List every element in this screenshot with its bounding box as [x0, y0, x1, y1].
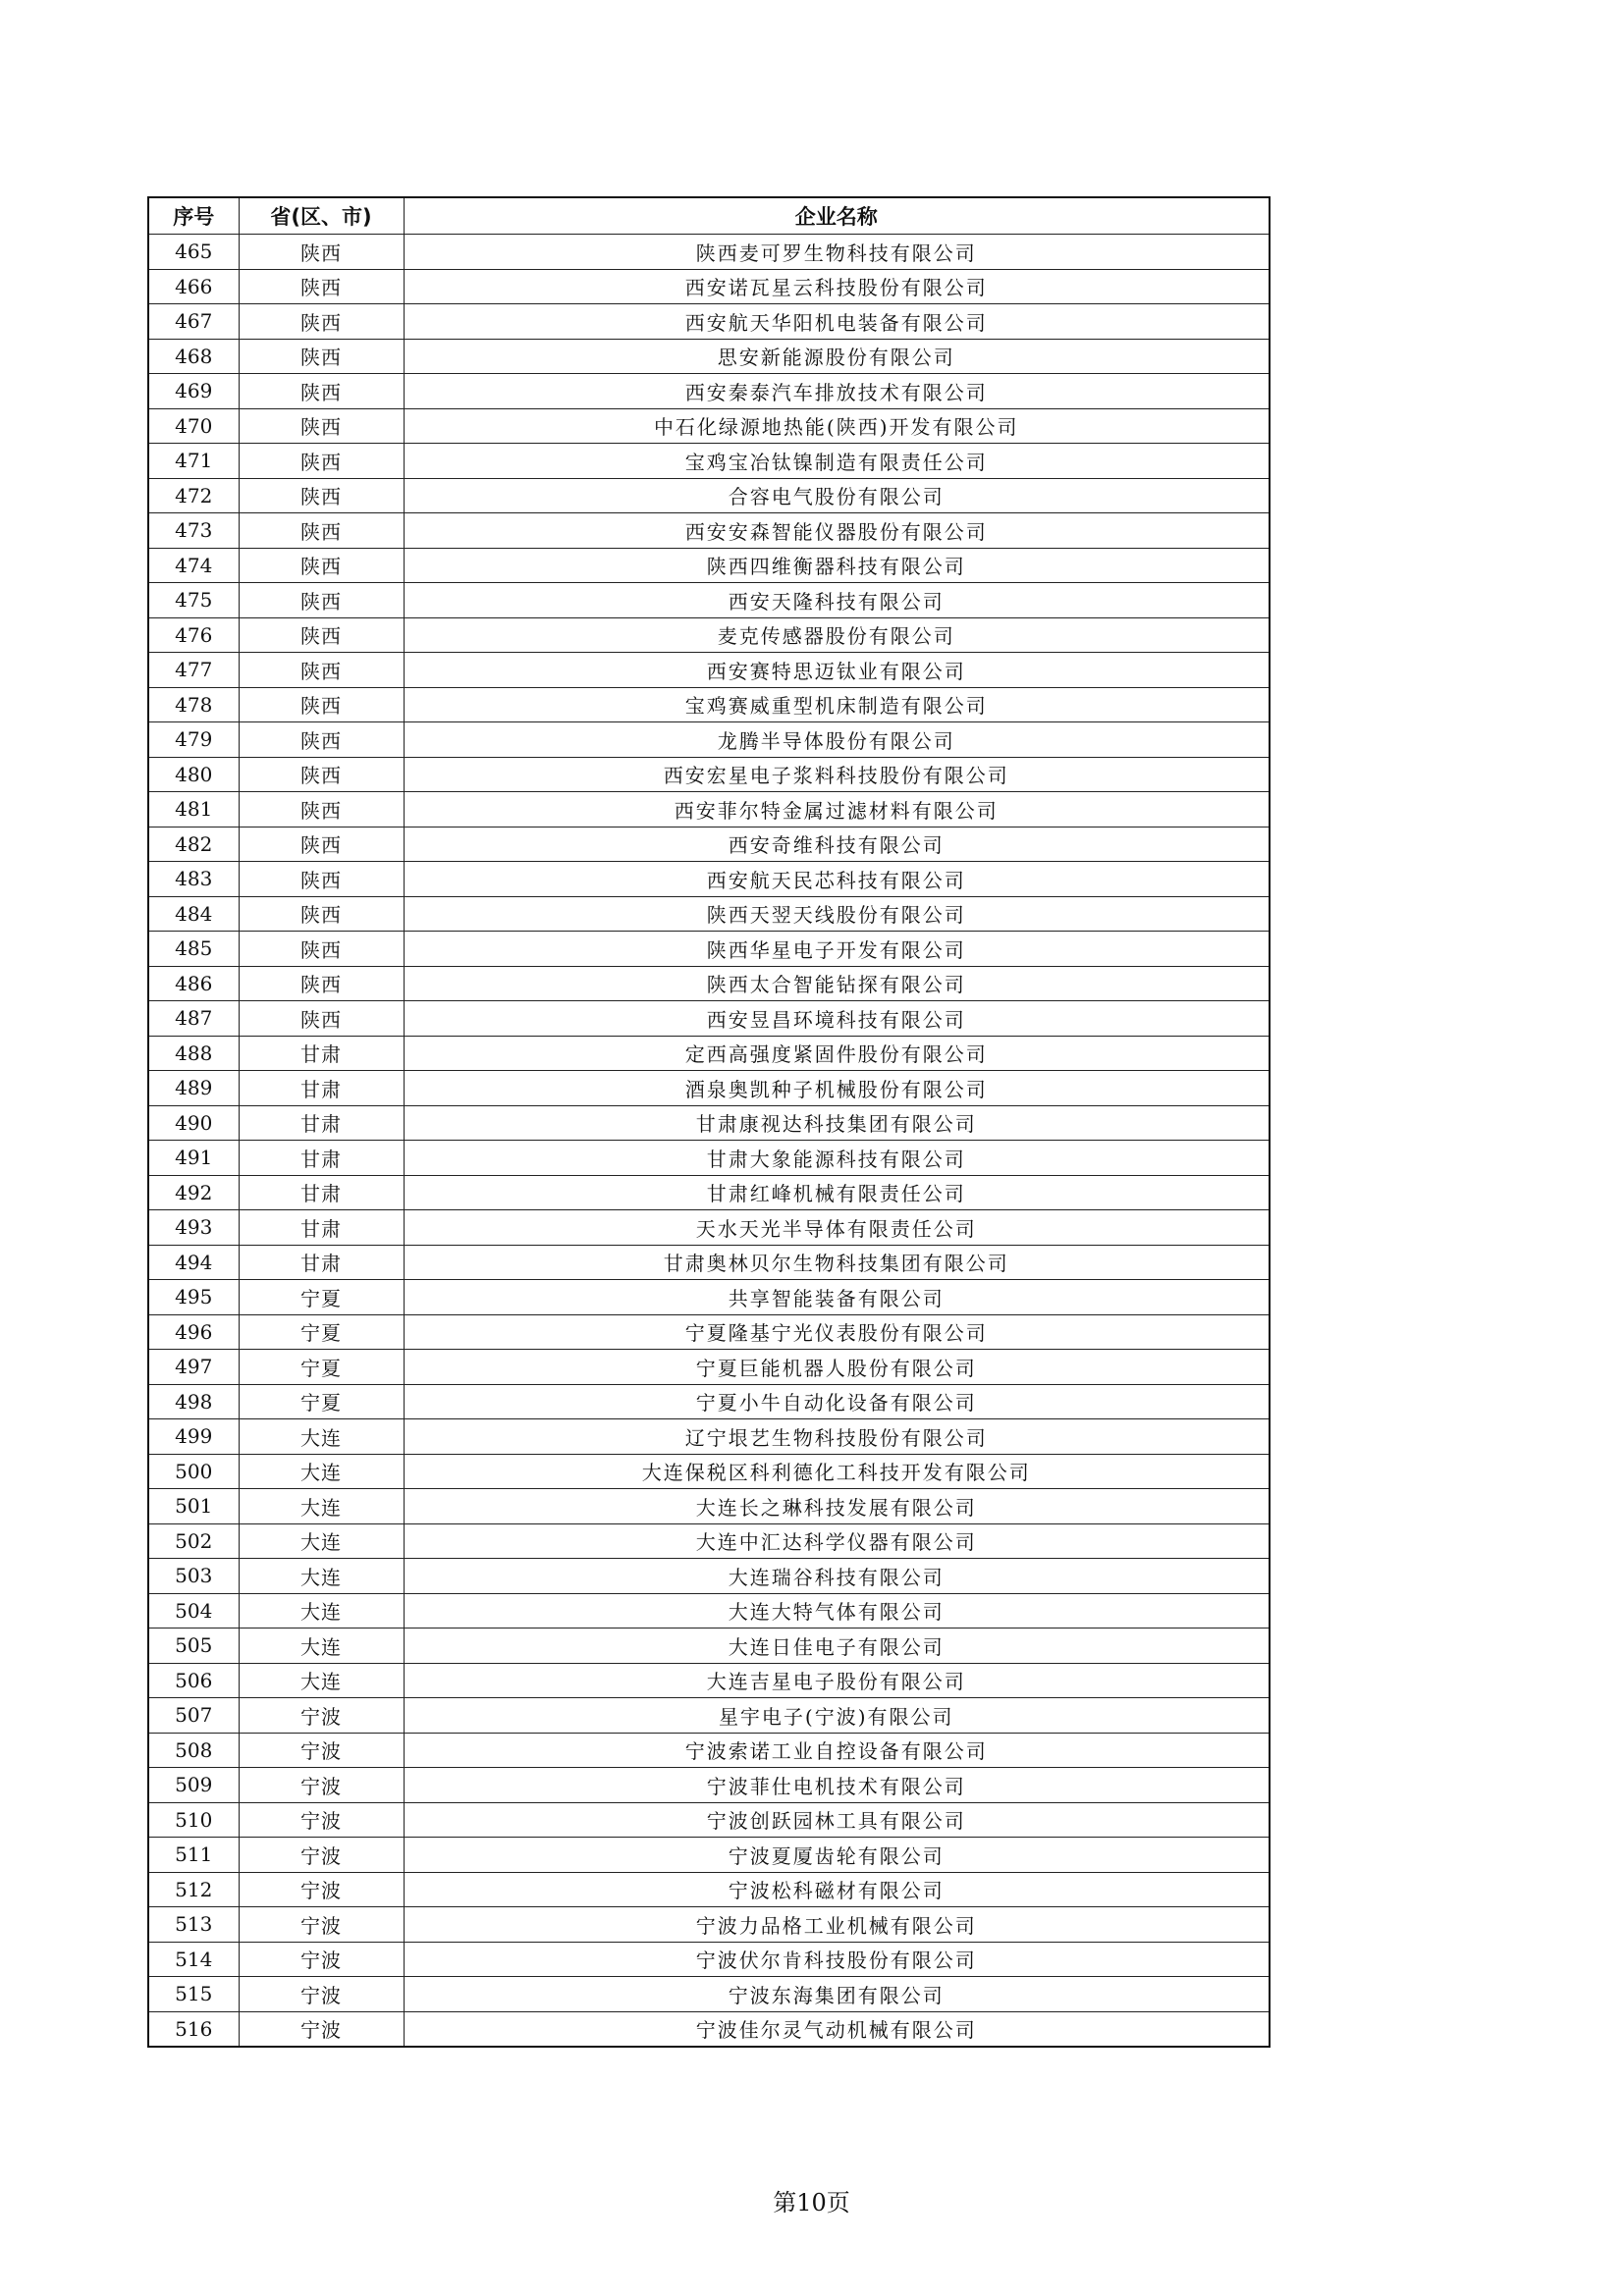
row-company-name: 宝鸡宝冶钛镍制造有限责任公司	[404, 444, 1270, 479]
table-row	[148, 1593, 1270, 1629]
row-province: 陕西	[239, 374, 404, 409]
row-index: 469	[148, 374, 239, 409]
row-company-name: 西安诺瓦星云科技股份有限公司	[404, 269, 1270, 304]
row-company-name: 酒泉奥凯种子机械股份有限公司	[404, 1071, 1270, 1106]
row-company-name: 大连吉星电子股份有限公司	[404, 1663, 1270, 1698]
row-company-name: 西安菲尔特金属过滤材料有限公司	[404, 792, 1270, 828]
row-index: 502	[148, 1523, 239, 1559]
row-province: 大连	[239, 1559, 404, 1594]
row-company-name: 西安航天华阳机电装备有限公司	[404, 304, 1270, 340]
table-row	[148, 1733, 1270, 1768]
row-province: 陕西	[239, 896, 404, 932]
row-company-name: 甘肃康视达科技集团有限公司	[404, 1105, 1270, 1141]
row-index: 477	[148, 653, 239, 688]
table-row	[148, 1907, 1270, 1943]
row-index: 493	[148, 1210, 239, 1246]
row-province: 大连	[239, 1489, 404, 1524]
row-index: 489	[148, 1071, 239, 1106]
row-company-name: 宁波力品格工业机械有限公司	[404, 1907, 1270, 1943]
row-province: 陕西	[239, 235, 404, 270]
row-index: 466	[148, 269, 239, 304]
row-province: 陕西	[239, 269, 404, 304]
table-row	[148, 1768, 1270, 1803]
table-row	[148, 1175, 1270, 1210]
row-index: 467	[148, 304, 239, 340]
table-row	[148, 1071, 1270, 1106]
table-row	[148, 1802, 1270, 1838]
row-index: 496	[148, 1314, 239, 1350]
row-company-name: 龙腾半导体股份有限公司	[404, 722, 1270, 758]
row-company-name: 大连日佳电子有限公司	[404, 1629, 1270, 1664]
row-index: 516	[148, 2011, 239, 2047]
row-province: 宁波	[239, 2011, 404, 2047]
row-company-name: 宁夏隆基宁光仪表股份有限公司	[404, 1314, 1270, 1350]
row-index: 495	[148, 1280, 239, 1315]
table-row	[148, 269, 1270, 304]
table-row	[148, 1489, 1270, 1524]
header-province: 省(区、市)	[239, 197, 404, 235]
row-province: 甘肃	[239, 1071, 404, 1106]
table-row	[148, 757, 1270, 792]
row-province: 甘肃	[239, 1036, 404, 1071]
row-index: 472	[148, 478, 239, 513]
table-row	[148, 1942, 1270, 1977]
row-index: 504	[148, 1593, 239, 1629]
row-company-name: 麦克传感器股份有限公司	[404, 617, 1270, 653]
table-row	[148, 1036, 1270, 1071]
table-row	[148, 1210, 1270, 1246]
table-row	[148, 583, 1270, 618]
table-row	[148, 1629, 1270, 1664]
row-company-name: 陕西华星电子开发有限公司	[404, 932, 1270, 967]
table-row	[148, 339, 1270, 374]
row-province: 宁波	[239, 1838, 404, 1873]
row-company-name: 大连瑞谷科技有限公司	[404, 1559, 1270, 1594]
row-company-name: 大连大特气体有限公司	[404, 1593, 1270, 1629]
table-row	[148, 617, 1270, 653]
row-index: 465	[148, 235, 239, 270]
row-province: 甘肃	[239, 1105, 404, 1141]
table-row	[148, 653, 1270, 688]
row-index: 475	[148, 583, 239, 618]
row-index: 506	[148, 1663, 239, 1698]
row-company-name: 定西高强度紧固件股份有限公司	[404, 1036, 1270, 1071]
row-province: 陕西	[239, 653, 404, 688]
header-row	[148, 197, 1270, 235]
row-province: 宁波	[239, 1698, 404, 1734]
row-province: 宁波	[239, 1942, 404, 1977]
row-company-name: 甘肃奥林贝尔生物科技集团有限公司	[404, 1245, 1270, 1280]
row-index: 480	[148, 757, 239, 792]
row-province: 陕西	[239, 722, 404, 758]
row-company-name: 陕西麦可罗生物科技有限公司	[404, 235, 1270, 270]
row-company-name: 陕西太合智能钻探有限公司	[404, 966, 1270, 1001]
row-province: 宁夏	[239, 1314, 404, 1350]
row-index: 514	[148, 1942, 239, 1977]
row-index: 491	[148, 1141, 239, 1176]
row-company-name: 宁波菲仕电机技术有限公司	[404, 1768, 1270, 1803]
row-province: 大连	[239, 1523, 404, 1559]
row-company-name: 宁波东海集团有限公司	[404, 1977, 1270, 2012]
row-index: 484	[148, 896, 239, 932]
row-index: 510	[148, 1802, 239, 1838]
row-company-name: 合容电气股份有限公司	[404, 478, 1270, 513]
table-row	[148, 304, 1270, 340]
table-row	[148, 1838, 1270, 1873]
row-company-name: 西安天隆科技有限公司	[404, 583, 1270, 618]
row-index: 512	[148, 1872, 239, 1907]
row-company-name: 辽宁垠艺生物科技股份有限公司	[404, 1419, 1270, 1455]
row-province: 陕西	[239, 1001, 404, 1037]
company-list-table	[147, 196, 1271, 2048]
table-row	[148, 1977, 1270, 2012]
row-province: 陕西	[239, 513, 404, 549]
row-company-name: 思安新能源股份有限公司	[404, 339, 1270, 374]
row-company-name: 宁夏巨能机器人股份有限公司	[404, 1350, 1270, 1385]
row-index: 474	[148, 548, 239, 583]
row-province: 大连	[239, 1629, 404, 1664]
row-province: 陕西	[239, 792, 404, 828]
table-body	[148, 235, 1270, 2048]
table-row	[148, 722, 1270, 758]
row-index: 479	[148, 722, 239, 758]
row-index: 486	[148, 966, 239, 1001]
row-company-name: 宁波创跃园林工具有限公司	[404, 1802, 1270, 1838]
table-row	[148, 792, 1270, 828]
row-province: 大连	[239, 1593, 404, 1629]
table-row	[148, 374, 1270, 409]
table-row	[148, 1384, 1270, 1419]
header-company-name: 企业名称	[404, 197, 1270, 235]
row-company-name: 大连保税区科利德化工科技开发有限公司	[404, 1454, 1270, 1489]
row-province: 宁波	[239, 1768, 404, 1803]
row-company-name: 宁波伏尔肯科技股份有限公司	[404, 1942, 1270, 1977]
row-province: 陕西	[239, 862, 404, 897]
table-row	[148, 1559, 1270, 1594]
row-company-name: 甘肃红峰机械有限责任公司	[404, 1175, 1270, 1210]
row-company-name: 西安宏星电子浆料科技股份有限公司	[404, 757, 1270, 792]
row-index: 482	[148, 827, 239, 862]
row-index: 515	[148, 1977, 239, 2012]
row-company-name: 宁波夏厦齿轮有限公司	[404, 1838, 1270, 1873]
row-index: 481	[148, 792, 239, 828]
table-row	[148, 235, 1270, 270]
row-index: 468	[148, 339, 239, 374]
row-province: 陕西	[239, 966, 404, 1001]
row-province: 大连	[239, 1454, 404, 1489]
row-index: 507	[148, 1698, 239, 1734]
row-index: 508	[148, 1733, 239, 1768]
row-province: 宁波	[239, 1907, 404, 1943]
row-index: 509	[148, 1768, 239, 1803]
table-row	[148, 1698, 1270, 1734]
row-province: 甘肃	[239, 1210, 404, 1246]
row-company-name: 甘肃大象能源科技有限公司	[404, 1141, 1270, 1176]
row-province: 陕西	[239, 757, 404, 792]
row-province: 陕西	[239, 444, 404, 479]
table-row	[148, 932, 1270, 967]
row-company-name: 天水天光半导体有限责任公司	[404, 1210, 1270, 1246]
row-province: 陕西	[239, 548, 404, 583]
table-row	[148, 862, 1270, 897]
table-row	[148, 2011, 1270, 2047]
table-row	[148, 548, 1270, 583]
row-index: 505	[148, 1629, 239, 1664]
row-province: 陕西	[239, 617, 404, 653]
row-province: 大连	[239, 1663, 404, 1698]
table-row	[148, 966, 1270, 1001]
table-row	[148, 1523, 1270, 1559]
row-province: 陕西	[239, 339, 404, 374]
row-company-name: 大连中汇达科学仪器有限公司	[404, 1523, 1270, 1559]
row-index: 500	[148, 1454, 239, 1489]
table-row	[148, 1663, 1270, 1698]
row-province: 宁夏	[239, 1384, 404, 1419]
table-row	[148, 1245, 1270, 1280]
row-company-name: 大连长之琳科技发展有限公司	[404, 1489, 1270, 1524]
table-row	[148, 408, 1270, 444]
row-index: 478	[148, 687, 239, 722]
header-index: 序号	[148, 197, 239, 235]
table-row	[148, 1454, 1270, 1489]
row-province: 宁波	[239, 1872, 404, 1907]
row-province: 大连	[239, 1419, 404, 1455]
row-province: 陕西	[239, 583, 404, 618]
row-province: 陕西	[239, 687, 404, 722]
table-row	[148, 478, 1270, 513]
row-province: 宁波	[239, 1802, 404, 1838]
row-company-name: 西安奇维科技有限公司	[404, 827, 1270, 862]
row-province: 宁夏	[239, 1280, 404, 1315]
row-company-name: 共享智能装备有限公司	[404, 1280, 1270, 1315]
row-index: 488	[148, 1036, 239, 1071]
row-index: 485	[148, 932, 239, 967]
row-province: 甘肃	[239, 1245, 404, 1280]
table-row	[148, 1314, 1270, 1350]
table-row	[148, 1350, 1270, 1385]
row-company-name: 宁波松科磁材有限公司	[404, 1872, 1270, 1907]
row-province: 甘肃	[239, 1175, 404, 1210]
row-province: 陕西	[239, 932, 404, 967]
row-province: 甘肃	[239, 1141, 404, 1176]
row-province: 陕西	[239, 304, 404, 340]
row-province: 宁波	[239, 1733, 404, 1768]
table-row	[148, 687, 1270, 722]
row-index: 513	[148, 1907, 239, 1943]
row-company-name: 宁夏小牛自动化设备有限公司	[404, 1384, 1270, 1419]
row-index: 503	[148, 1559, 239, 1594]
row-index: 470	[148, 408, 239, 444]
row-province: 陕西	[239, 827, 404, 862]
row-province: 宁夏	[239, 1350, 404, 1385]
row-index: 490	[148, 1105, 239, 1141]
table-row	[148, 1105, 1270, 1141]
row-company-name: 宁波索诺工业自控设备有限公司	[404, 1733, 1270, 1768]
table-row	[148, 513, 1270, 549]
row-index: 494	[148, 1245, 239, 1280]
row-province: 陕西	[239, 478, 404, 513]
row-company-name: 星宇电子(宁波)有限公司	[404, 1698, 1270, 1734]
row-company-name: 宝鸡赛威重型机床制造有限公司	[404, 687, 1270, 722]
row-company-name: 中石化绿源地热能(陕西)开发有限公司	[404, 408, 1270, 444]
row-company-name: 西安昱昌环境科技有限公司	[404, 1001, 1270, 1037]
row-index: 483	[148, 862, 239, 897]
table-row	[148, 1280, 1270, 1315]
row-index: 499	[148, 1419, 239, 1455]
table-row	[148, 1872, 1270, 1907]
row-company-name: 西安安森智能仪器股份有限公司	[404, 513, 1270, 549]
table-row	[148, 1419, 1270, 1455]
row-company-name: 西安航天民芯科技有限公司	[404, 862, 1270, 897]
row-index: 501	[148, 1489, 239, 1524]
row-company-name: 陕西天翌天线股份有限公司	[404, 896, 1270, 932]
row-index: 511	[148, 1838, 239, 1873]
row-index: 473	[148, 513, 239, 549]
row-province: 陕西	[239, 408, 404, 444]
row-company-name: 陕西四维衡器科技有限公司	[404, 548, 1270, 583]
table-row	[148, 896, 1270, 932]
table-row	[148, 1141, 1270, 1176]
row-index: 476	[148, 617, 239, 653]
row-company-name: 宁波佳尔灵气动机械有限公司	[404, 2011, 1270, 2047]
row-company-name: 西安赛特思迈钛业有限公司	[404, 653, 1270, 688]
table-row	[148, 444, 1270, 479]
row-index: 497	[148, 1350, 239, 1385]
row-index: 487	[148, 1001, 239, 1037]
table-row	[148, 827, 1270, 862]
table-row	[148, 1001, 1270, 1037]
row-index: 492	[148, 1175, 239, 1210]
page-number: 第10页	[773, 2189, 850, 2216]
row-index: 471	[148, 444, 239, 479]
row-company-name: 西安秦泰汽车排放技术有限公司	[404, 374, 1270, 409]
table-header	[148, 197, 1270, 235]
row-province: 宁波	[239, 1977, 404, 2012]
row-index: 498	[148, 1384, 239, 1419]
